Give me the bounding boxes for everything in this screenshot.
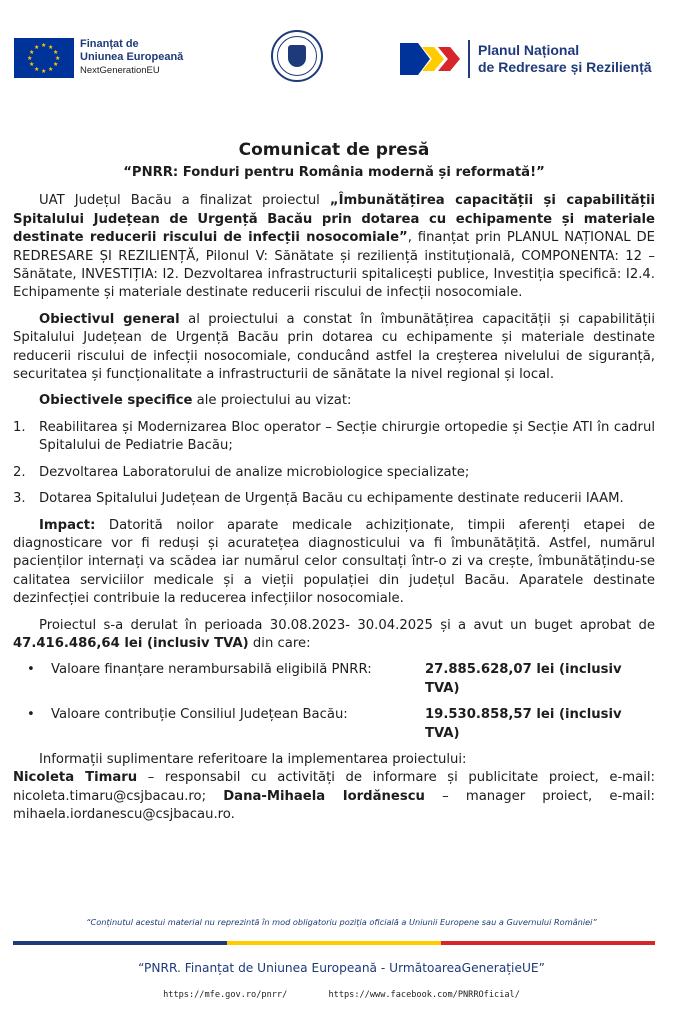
list-item: 1. Reabilitarea și Modernizarea Bloc operator – Secție chirurgie ortopedie și Secție ATI în cadrul Spitalului de Pediatrie Bacău; [13, 419, 655, 454]
list-item: • Valoare finanțare nerambursabilă eligibilă PNRR: 27.885.628,07 lei (inclusiv TVA) [27, 662, 622, 696]
link-mfe[interactable]: https://mfe.gov.ro/pnrr/ [163, 990, 288, 1000]
eu-funding-logo [14, 38, 183, 78]
page-title: Comunicat de presă [238, 140, 430, 160]
page-subtitle: “PNRR: Fonduri pentru România modernă și reformată!” [123, 165, 545, 180]
press-release-body [13, 140, 655, 833]
list-item: • Valoare contribuție Consiliul Județean Bacău: 19.530.858,57 lei (inclusiv TVA) [27, 707, 622, 741]
pnrr-divider [468, 40, 470, 78]
pnrr-arrows-icon [400, 41, 464, 77]
eu-text-line2: Uniunea Europeană [80, 51, 184, 63]
eu-flag-icon: ★ ★ ★ ★ ★ ★ ★ ★ ★ ★ ★ ★ [14, 38, 74, 78]
tricolor-divider [13, 941, 655, 945]
budget-list [13, 661, 655, 743]
paragraph-budget: Proiectul s-a derulat în perioada 30.08.2023- 30.04.2025 și a avut un buget aprobat de 47.416.486,64 lei (inclusiv TVA) din care: [13, 617, 655, 651]
list-item: 3. Dotarea Spitalului Județean de Urgență Bacău cu echipamente destinate reducerii IAAM. [13, 491, 624, 507]
footer-links [0, 990, 683, 1000]
list-item: 2. Dezvoltarea Laboratorului de analize microbiologice specializate; [13, 464, 470, 480]
paragraph-more-info: Informații suplimentare referitoare la implementarea proiectului: [39, 751, 467, 767]
header [0, 30, 683, 90]
romanian-government-seal-icon [271, 30, 323, 82]
paragraph-contacts: Nicoleta Timaru – responsabil cu activități de informare și publicitate proiect, e-mail: nicoleta.timaru@csjbacau.ro; Dana-Mihaela Iordănescu – manager proiect, e-mail: mihaela.iordanescu@csjbacau.ro. [13, 770, 655, 823]
eu-disclaimer: “Conținutul acestui material nu reprezintă în mod obligatoriu poziția oficială a Uniunii Europene sau a Guvernului României” [86, 917, 597, 927]
eu-text-line3: NextGenerationEU [80, 65, 160, 76]
footer-slogan: “PNRR. Finanțat de Uniunea Europeană - UrmătoareaGenerațieUE” [138, 961, 545, 975]
paragraph-impact: Impact: Datorită noilor aparate medicale achiziționate, timpii aferenți etapei de diagnosticare vor fi reduși și acuratețea diagnosticului va fi îmbunătățită. Astfel, numărul pacienților internați va scădea iar numărul celor consultați într-o zi va crește, îmbunătățindu-se calitatea serviciilor medicale și a vieții populației din județul Bacău. Aparatele destinate dezinfecției contribuie la reducerea infecțiilor nosocomiale. [13, 517, 655, 607]
paragraph-specific-objectives: Obiectivele specifice ale proiectului au vizat: [39, 393, 352, 409]
paragraph-general-objective: Obiectivul general al proiectului a constat în îmbunătățirea capacității și capabilității Spitalului Județean de Urgență Bacău prin dotarea cu echipamente și materiale destinate reducerii riscului de infecții nosocomiale, conducând astfel la creșterea nivelului de siguranță, securitatea și funcționalitate a infrastructurii de sănătate la nivel regional și local. [13, 311, 655, 383]
pnrr-text-line2: de Redresare și Reziliență [478, 59, 652, 75]
pnrr-text-line1: Planul Național [478, 42, 580, 58]
eu-text-line1: Finanțat de [80, 38, 139, 50]
objectives-list [13, 419, 655, 509]
paragraph-intro: UAT Județul Bacău a finalizat proiectul „Îmbunătățirea capacității și capabilității Spitalului Județean de Urgență Bacău prin dotarea cu echipamente și materiale destinate reducerii riscului de infecții nosocomiale”, finanțat prin PLANUL NAȚIONAL DE REDRESARE ȘI REZILIENȚĂ, Pilonul V: Sănătate și reziliență instituțională, COMPONENTA: 12 – Sănătate, INVESTIȚIA: I2. Dezvoltarea infrastructurii spitalicești publice, Investiția specifică: I2.4. Echipamente și materiale destinate reducerii riscului de infecții nosocomiale. [13, 193, 655, 301]
pnrr-logo [400, 40, 652, 78]
link-facebook[interactable]: https://www.facebook.com/PNRROficial/ [328, 990, 520, 1000]
